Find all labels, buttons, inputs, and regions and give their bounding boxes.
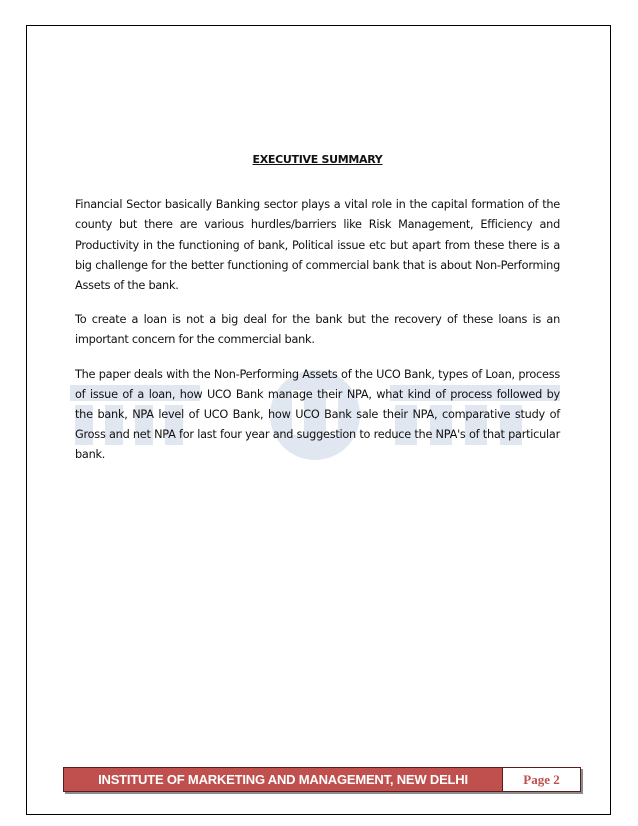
paragraph-intro: Financial Sector basically Banking sector plays a vital role in the capital formation of the county but there are various hurdles/barriers like Risk Management, Efficiency and Productivity in the functioning of bank, Political issue etc but apart from these there is a big challenge for the better functioning of commercial bank that is about Non-Performing Assets of the bank. [75, 198, 560, 293]
footer-bar [63, 767, 581, 792]
footer-institute-name: INSTITUTE OF MARKETING AND MANAGEMENT, NEW DELHI [64, 768, 503, 791]
paragraph-loan-recovery: To create a loan is not a big deal for the bank but the recovery of these loans is an important concern for the commercial bank. [75, 313, 560, 347]
document-body [75, 150, 560, 480]
paragraph-paper-scope: The paper deals with the Non-Performing Assets of the UCO Bank, types of Loan, process of issue of a loan, how UCO Bank manage their NPA, what kind of process followed by the bank, NPA level of UCO Bank, how UCO Bank sale their NPA, comparative study of Gross and net NPA for last four year and suggestion to reduce the NPA's of that particular bank. [75, 367, 560, 462]
document-title: EXECUTIVE SUMMARY [252, 153, 383, 166]
footer-page-number: Page 2 [503, 768, 580, 791]
